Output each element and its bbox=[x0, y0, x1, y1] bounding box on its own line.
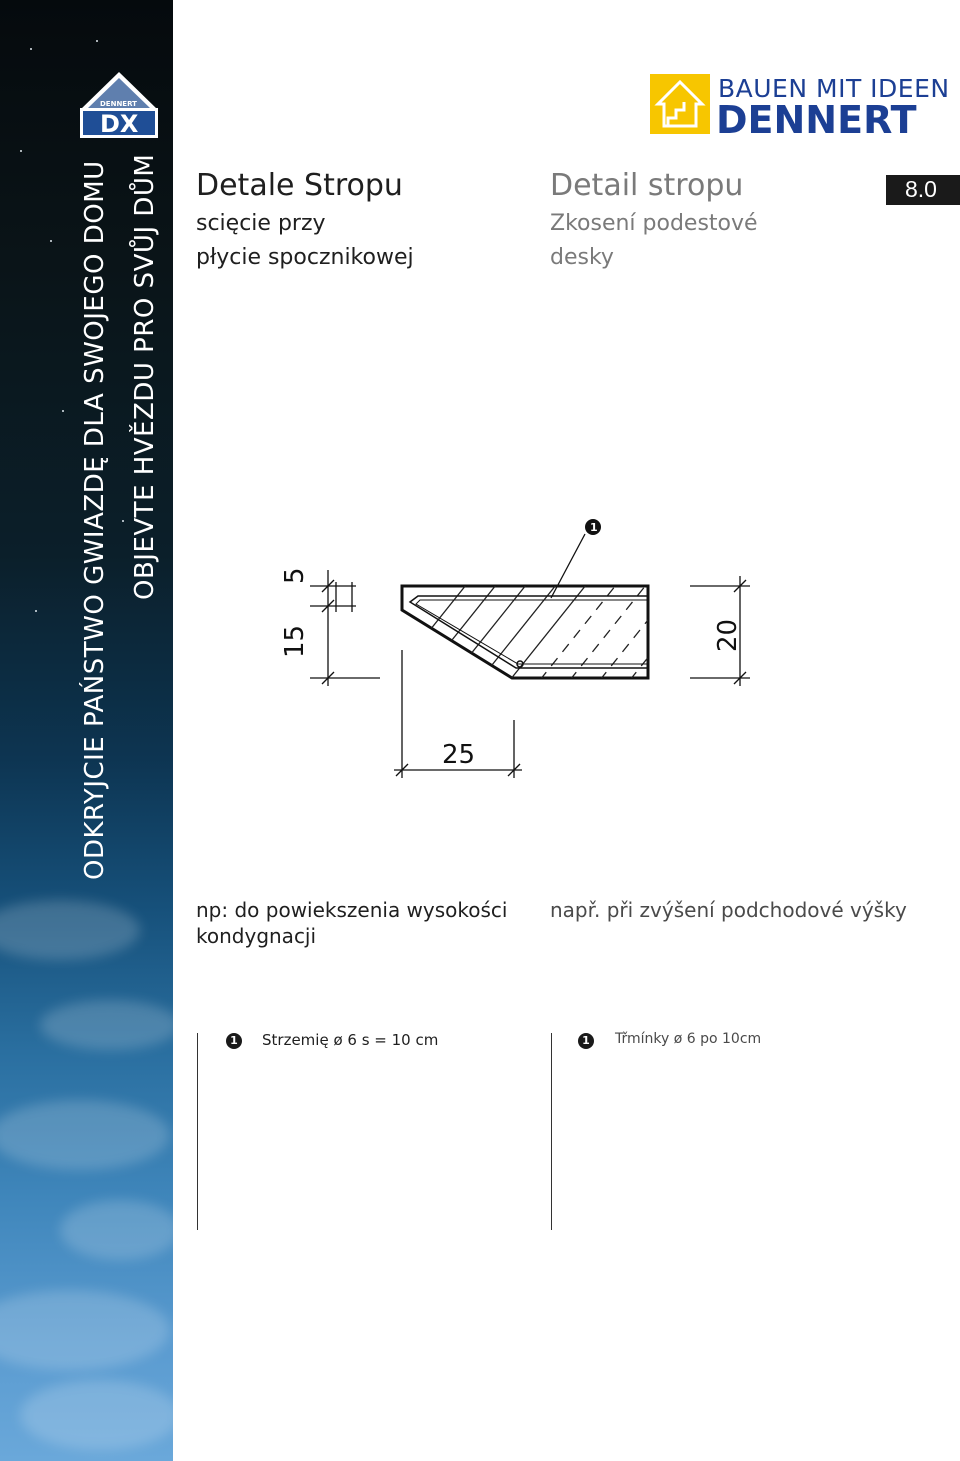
dennert-dx-logo bbox=[78, 70, 160, 140]
page-number: 8.0 bbox=[905, 176, 937, 202]
note-marker-pl: 1 bbox=[226, 1033, 242, 1049]
house-logo-icon bbox=[650, 74, 710, 134]
dennert-brand-logo bbox=[650, 74, 960, 142]
dim-label-25: 25 bbox=[442, 740, 476, 770]
title-pl: Detale Stropu bbox=[196, 168, 403, 203]
sidebar-slogan-cz: OBJEVTE HVĚZDU PRO SVŮJ DŮM bbox=[130, 153, 160, 600]
svg-text:DENNERT: DENNERT bbox=[100, 100, 137, 108]
divider-right bbox=[551, 1033, 552, 1230]
dim-label-15: 15 bbox=[280, 624, 310, 658]
dimension-left bbox=[310, 570, 380, 686]
subtitle-cz-2: desky bbox=[550, 245, 614, 270]
divider-left bbox=[197, 1033, 198, 1230]
dim-label-20: 20 bbox=[713, 618, 743, 652]
svg-text:DX: DX bbox=[100, 110, 139, 138]
note-pl: Strzemię ø 6 s = 10 cm bbox=[262, 1031, 439, 1049]
subtitle-pl-1: scięcie przy bbox=[196, 211, 326, 236]
caption-pl-1: np: do powiekszenia wysokości bbox=[196, 898, 508, 922]
brand-name: DENNERT bbox=[716, 98, 917, 142]
title-cz: Detail stropu bbox=[550, 168, 744, 203]
sidebar-slogan-pl: ODKRYJCIE PAŃSTWO GWIAZDĘ DLA SWOJEGO DOMU bbox=[80, 160, 110, 880]
svg-text:1: 1 bbox=[590, 521, 598, 534]
sidebar-banner bbox=[0, 0, 173, 1461]
caption-cz: např. při zvýšení podchodové výšky bbox=[550, 898, 907, 922]
brand-tagline: BAUEN MIT IDEEN bbox=[718, 74, 950, 103]
subtitle-cz-1: Zkosení podestové bbox=[550, 211, 758, 236]
note-marker-cz: 1 bbox=[578, 1033, 594, 1049]
slab-detail-drawing bbox=[270, 510, 770, 790]
note-cz: Třmínky ø 6 po 10cm bbox=[615, 1031, 762, 1047]
caption-pl-2: kondygnacji bbox=[196, 924, 317, 948]
dim-label-5: 5 bbox=[280, 567, 310, 584]
page-number-badge bbox=[886, 175, 960, 205]
subtitle-pl-2: płycie spocznikowej bbox=[196, 245, 414, 270]
